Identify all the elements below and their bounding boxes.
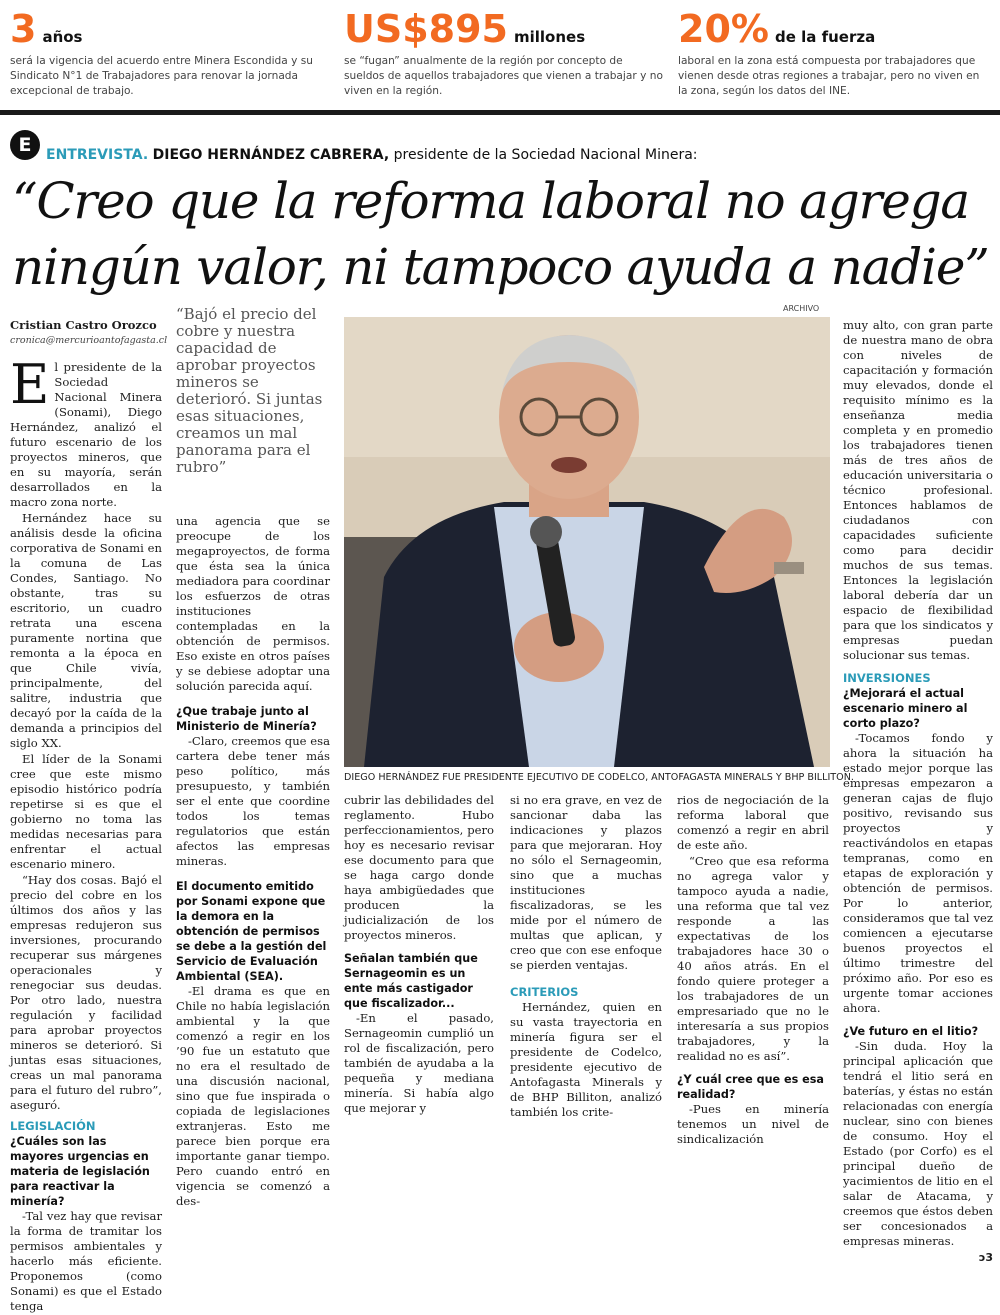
answer-7: -Sin duda. Hoy la principal aplicación que tendrá el litio será en baterías, y éstas no están relacionadas con energía nuclear, sino con bienes de consumo. Hoy el Estado (por Corfo) es el principal dueño de yacimientos de litio en el salar de Atacama, y creemos que éstos deben ser concesionados a empresas mineras. — [843, 1039, 993, 1248]
answer-5: -Pues en minería tenemos un nivel de sindicalización — [677, 1102, 829, 1146]
section-criterios: CRITERIOS — [510, 985, 579, 999]
article-column-6 — [843, 318, 993, 1265]
question-1: ¿Cuáles son las mayores urgencias en materia de legislación para reactivar la minería? — [10, 1135, 150, 1208]
byline-email: cronica@mercurioantofagasta.cl — [10, 335, 168, 346]
kicker-name: DIEGO HERNÁNDEZ CABRERA, — [152, 147, 390, 163]
section-inversiones: INVERSIONES — [843, 671, 931, 685]
article-column-2 — [176, 514, 330, 1210]
end-mark: ↄ3 — [978, 1251, 993, 1264]
col3-paragraph-1: cubrir las debilidades del reglamento. Hubo perfeccionamientos, pero hoy es necesario revisar ese documento para que se haga cargo donde haya ambigüedades que producen la judicialización de los proyectos mineros. — [344, 793, 494, 942]
stat-3-desc: laboral en la zona está compuesta por trabajadores que vienen desde otras regiones a trabajar, pero no viven en la zona, según los datos del INE. — [678, 55, 980, 97]
answer-6: -Tocamos fondo y ahora la situación ha estado mejor porque las empresas empezaron a generan cajas de flujo positivo, revisando sus proyectos y reactivándolos en etapas tempranas, como en etapas de exploración y obtención de permisos. Por lo anterior, consideramos que tal vez comiencen a ejecutarse buenos proyectos el último trimestre del próximo año. Por eso es urgente tomar acciones ahora. — [843, 731, 993, 1015]
article-column-4 — [510, 793, 662, 1121]
stat-1-desc: será la vigencia del acuerdo entre Minera Escondida y su Sindicato N°1 de Trabajadores para renovar la jornada excepcional de trabajo. — [10, 55, 313, 97]
stat-2-value: US$895 — [344, 7, 508, 51]
col2-paragraph-1: una agencia que se preocupe de los megaproyectos, de forma que ésta sea la única mediadora para coordinar los esfuerzos de otras instituciones contempladas en la obtención de permisos. Eso existe en otros países y se debiese adoptar una solución parecida aquí. — [176, 514, 330, 693]
col4-paragraph-2: Hernández, quien en su vasta trayectoria en minería figura ser el presidente de Codelco, presidente ejecutivo de Antofagasta Minerals y de BHP Billiton, analizó también los crite- — [510, 1000, 662, 1119]
col6-paragraph-1: muy alto, con gran parte de nuestra mano de obra con niveles de capacitación y formación muy elevados, donde el requisito mínimo es la enseñanza media completa y en promedio los trabajadores tienen más de tres años de educación universitaria o técnico profesional. Entonces hablamos de ciudadanos con capacidades suficiente como para decidir muchos de sus temas. Entonces la legislación laboral debería dar un espacio de flexibilidad para que los sindicatos y empresas puedan solucionar sus temas. — [843, 318, 993, 662]
answer-3: -El drama es que en Chile no había legislación ambiental y la que comenzó a regir en los ’90 fue un estatuto que no era el resultado de una discusión nacional, sino que fue inspirada o copiada de legislaciones extranjeras. Esto me parece bien porque era importante ganar tiempo. Pero cuando entró en vigencia se comenzó a des- — [176, 984, 330, 1208]
col1-paragraph-4: “Hay dos cosas. Bajó el precio del cobre en los últimos dos años y las empresas redujeron sus inversiones, procurando recuperar sus márgenes operacionales y renegociar sus deudas. Por otro lado, nuestra regulación y facilidad para aprobar proyectos mineros se deterioró. Si juntas esas situaciones, creas un mal panorama para el futuro del rubro”, aseguró. — [10, 873, 162, 1112]
kicker-line — [46, 147, 698, 163]
interview-photo — [344, 317, 830, 767]
question-6: ¿Mejorará el actual escenario minero al corto plazo? — [843, 687, 968, 730]
photo-illustration — [344, 317, 830, 767]
section-legislacion: LEGISLACIÓN — [10, 1119, 96, 1133]
stat-2-desc: se “fugan” anualmente de la región por concepto de sueldos de aquellos trabajadores que vienen a trabajar y no viven en la región. — [344, 55, 663, 97]
drop-cap: E — [10, 353, 50, 416]
photo-credit: ARCHIVO — [783, 304, 820, 313]
answer-1: -Tal vez hay que revisar la forma de tramitar los permisos ambientales y hacerlo más eficiente. Proponemos (como Sonami) es que el Estado tenga — [10, 1209, 162, 1313]
stat-1-unit: años — [42, 28, 83, 46]
article-column-3 — [344, 793, 494, 1117]
headline-line-2: ningún valor, ni tampoco ayuda a nadie” — [12, 238, 989, 296]
col4-paragraph-1: si no era grave, en vez de sancionar daba las indicaciones y plazos para que mejoraran. Hoy no sólo el Sernageomin, sino que a muchas instituciones fiscalizadoras, se les mide por el número de multas que aplican, y creo que con ese enfoque se pierden ventajas. — [510, 793, 662, 972]
article-column-5 — [677, 793, 829, 1148]
question-5: ¿Y cuál cree que es esa realidad? — [677, 1073, 824, 1101]
kicker-role: presidente de la Sociedad Nacional Minera: — [393, 147, 698, 163]
question-4: Señalan también que Sernageomin es un ente más castigador que fiscalizador... — [344, 952, 478, 1010]
stat-3-value: 20% — [678, 7, 769, 51]
col5-paragraph-1: rios de negociación de la reforma laboral que comenzó a regir en abril de este año. — [677, 793, 829, 852]
headline-line-1: “Creo que la reforma laboral no agrega — [12, 172, 970, 230]
kicker-section: ENTREVISTA. — [46, 147, 149, 163]
pull-quote: “Bajó el precio del cobre y nuestra capacidad de aprobar proyectos mineros se deterioró. Si juntas esas situaciones, creamos un mal panorama para el rubro” — [176, 305, 323, 476]
headline — [12, 168, 992, 300]
question-7: ¿Ve futuro en el litio? — [843, 1025, 979, 1038]
byline-author: Cristian Castro Orozco — [10, 318, 157, 332]
answer-4: -En el pasado, Sernageomin cumplió un rol de fiscalización, pero también de ayudaba a la pequeña y mediana minería. Si había algo que mejorar y — [344, 1011, 494, 1115]
stat-2-unit: millones — [514, 28, 586, 46]
stat-3-unit: de la fuerza — [774, 28, 876, 46]
photo-caption: DIEGO HERNÁNDEZ FUE PRESIDENTE EJECUTIVO DE CODELCO, ANTOFAGASTA MINERALS Y BHP BILLITON. — [344, 772, 854, 783]
col5-paragraph-2: “Creo que esa reforma no agrega valor y tampoco ayuda a nadie, una reforma que tal vez responde a las expectativas de los trabajadores hace 30 o 40 años atrás. En el fondo quiere proteger a los trabajadores de un empresariado que no le interesaría a sus propios trabajadores, y la realidad no es así”. — [677, 854, 829, 1063]
answer-2: -Claro, creemos que esa cartera debe tener más peso político, más presupuesto, y también ser el ente que coordine todos los temas regulatorios que están afectos las empresas mineras. — [176, 734, 330, 868]
question-3: El documento emitido por Sonami expone que la demora en la obtención de permisos se debe a la gestión del Servicio de Evaluación Ambiental (SEA). — [176, 880, 327, 983]
col1-paragraph-3: El líder de la Sonami cree que este mismo episodio histórico podría repetirse si es que el gobierno no toma las medidas necesarias para enfrentar el actual escenario minero. — [10, 752, 162, 871]
stat-1-value: 3 — [10, 7, 37, 51]
section-badge: E — [10, 130, 40, 160]
stat-block-1 — [10, 7, 335, 100]
top-divider — [0, 110, 1000, 115]
stat-block-3 — [678, 7, 990, 100]
stat-block-2 — [344, 7, 664, 100]
question-2: ¿Que trabaje junto al Ministerio de Minería? — [176, 705, 317, 733]
article-column-1 — [10, 318, 168, 1315]
col1-paragraph-1: l presidente de la Sociedad Nacional Minera (Sonami), Diego Hernández, analizó el futuro escenario de los proyectos mineros, que en su mayoría, serán desarrollados en la macro zona norte. — [10, 360, 162, 509]
col1-paragraph-2: Hernández hace su análisis desde la oficina corporativa de Sonami en la comuna de Las Condes, Santiago. No obstante, tras su escritorio, un cuadro retrata una escena puramente nortina que remonta a la época en que Chile vivía, principalmente, del salitre, industria que decayó por la caída de la demanda a principios del siglo XX. — [10, 511, 162, 750]
